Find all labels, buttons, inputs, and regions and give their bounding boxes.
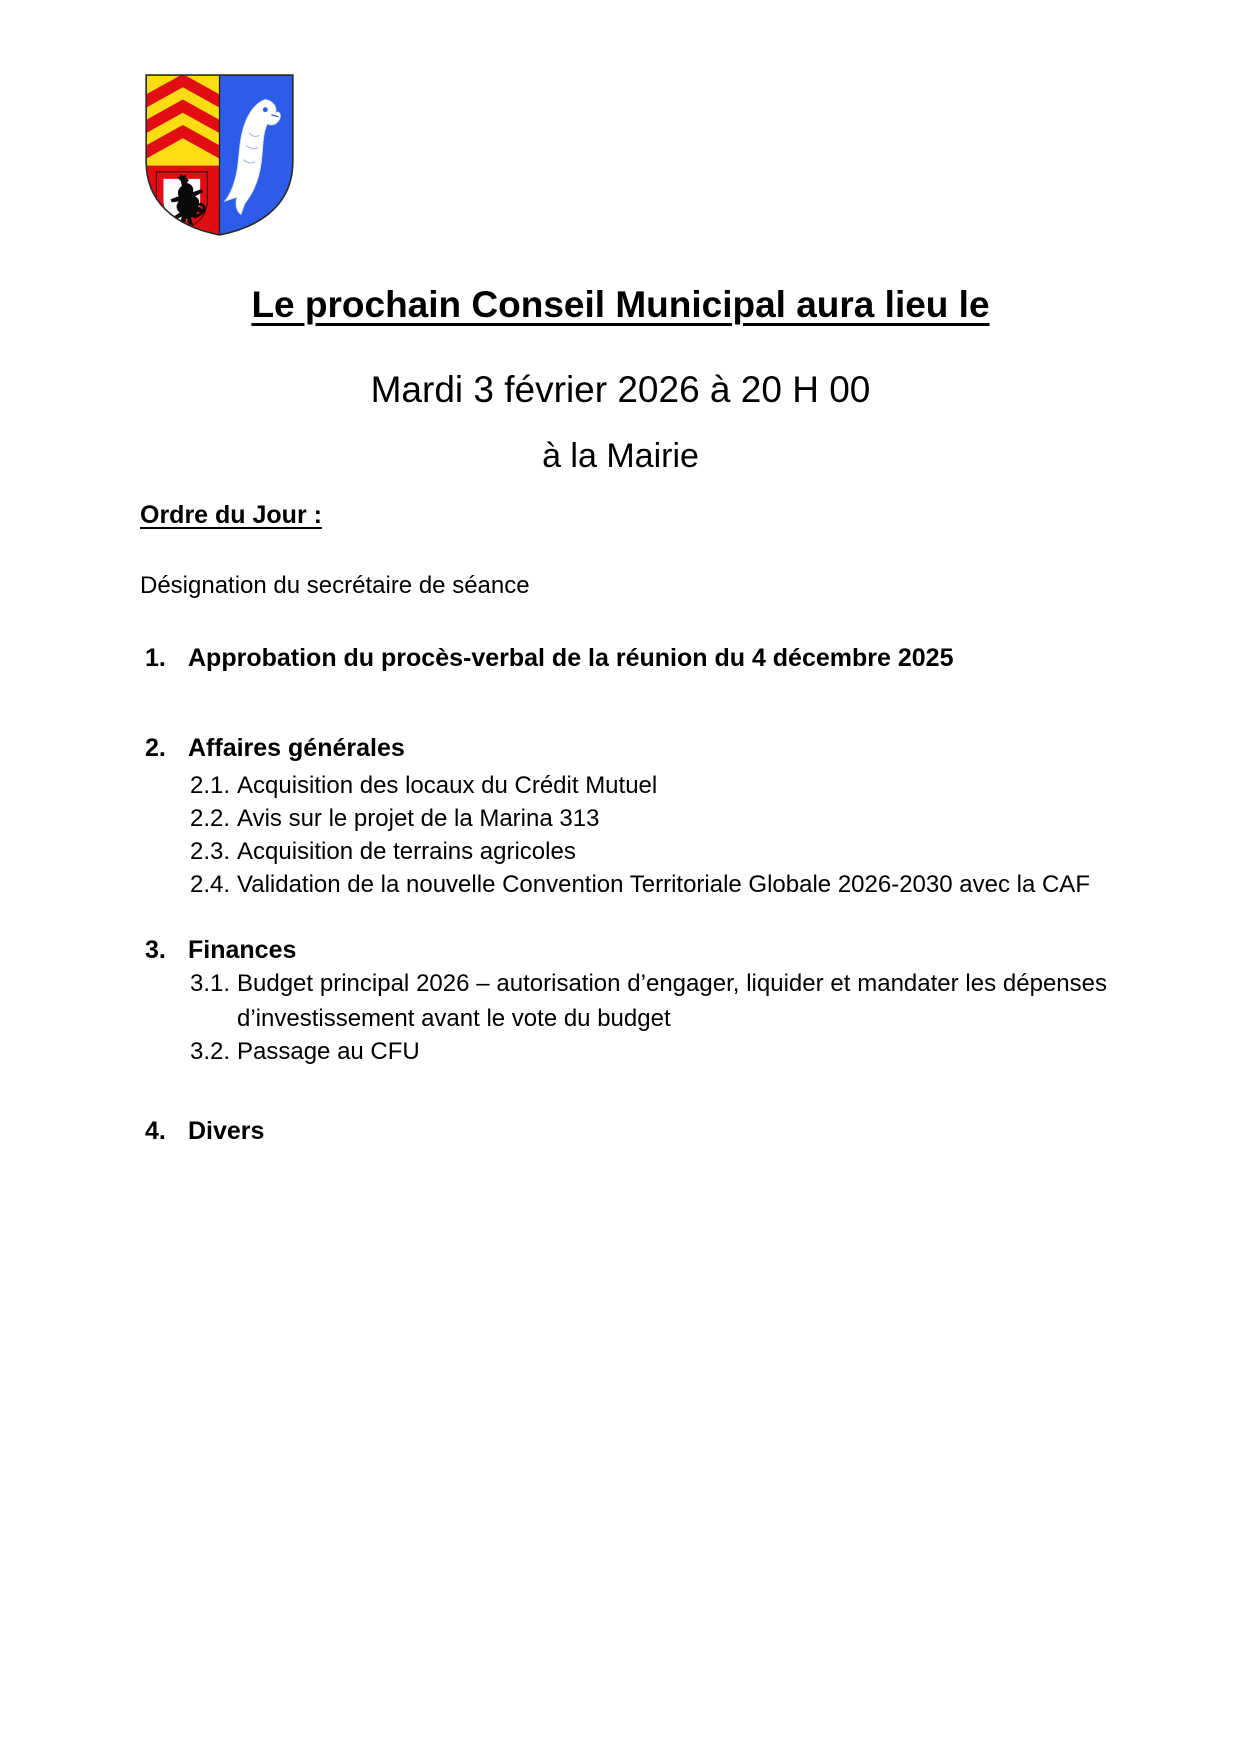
agenda-subitem-text: Validation de la nouvelle Convention Territoriale Globale 2026-2030 avec la CAF [237, 871, 1090, 898]
agenda-sublist-3b [190, 1035, 1107, 1068]
agenda-subitem-number: 2.4. [190, 871, 231, 898]
meeting-location: à la Mairie [542, 437, 699, 475]
agenda-item-2 [145, 732, 1107, 765]
agenda-item-title: Finances [188, 936, 297, 964]
agenda-item-title: Approbation du procès-verbal de la réunion du 4 décembre 2025 [188, 644, 954, 672]
agenda-item-4 [145, 1115, 1107, 1148]
agenda-subitem-3-2 [190, 1035, 1107, 1068]
agenda-item-1 [145, 642, 1107, 675]
agenda-heading: Ordre du Jour : [140, 501, 322, 529]
coat-of-arms-icon [143, 72, 296, 238]
agenda-subitem-2-2 [190, 802, 1107, 835]
agenda-subitem-2-3 [190, 835, 1107, 868]
agenda-subitem-text: Acquisition de terrains agricoles [237, 838, 576, 865]
preliminary-item: Désignation du secrétaire de séance [140, 572, 530, 599]
agenda-item-title: Divers [188, 1117, 265, 1145]
agenda-subitem-number: 2.1. [190, 772, 231, 799]
agenda-subitem-number: 3.1. [190, 970, 231, 997]
agenda-sublist-3 [190, 966, 1107, 1036]
agenda-subitem-number: 2.3. [190, 838, 231, 865]
agenda-subitem-number: 2.2. [190, 805, 231, 832]
coat-of-arms [143, 72, 296, 238]
agenda-subitem-3-1 [190, 966, 1107, 1036]
agenda-sublist-2 [190, 769, 1107, 901]
agenda-subitem-text: Avis sur le projet de la Marina 313 [237, 805, 600, 832]
agenda-subitem-text: Acquisition des locaux du Crédit Mutuel [237, 772, 658, 799]
agenda-item-number: 2. [145, 734, 166, 762]
meeting-datetime: Mardi 3 février 2026 à 20 H 00 [370, 369, 871, 410]
agenda-item-number: 3. [145, 936, 166, 964]
agenda-subitem-text: Passage au CFU [237, 1038, 420, 1065]
agenda-item-title: Affaires générales [188, 734, 405, 762]
agenda-subitem-2-1 [190, 769, 1107, 802]
agenda-subitem-2-4 [190, 868, 1107, 901]
agenda-item-3 [145, 934, 1107, 967]
agenda-subitem-number: 3.2. [190, 1038, 231, 1065]
agenda-subitem-text: Budget principal 2026 – autorisation d’engager, liquider et mandater les dépenses d’investissement avant le vote du budget [237, 970, 1107, 1032]
agenda-item-number: 1. [145, 644, 166, 672]
agenda-item-number: 4. [145, 1117, 166, 1145]
page-title: Le prochain Conseil Municipal aura lieu le [251, 284, 990, 325]
